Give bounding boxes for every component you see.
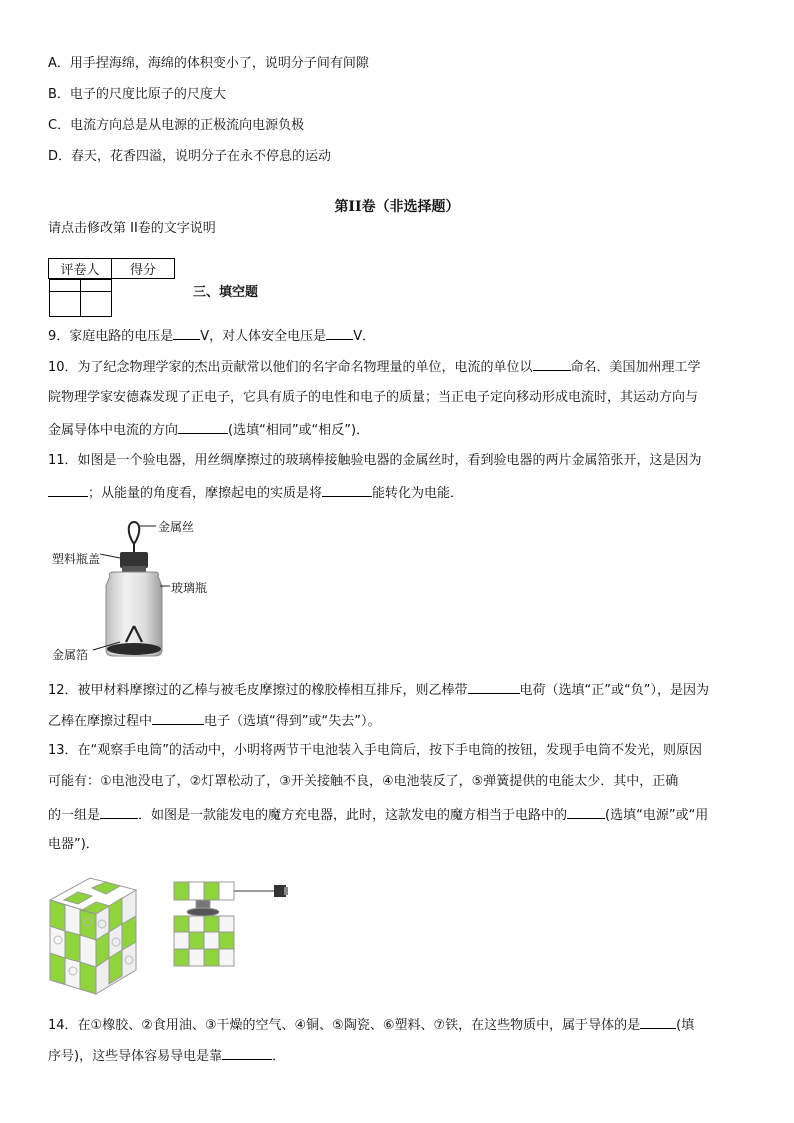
q14-blank-1[interactable]: [640, 1016, 676, 1029]
question-13-line-1: 13．在“观察手电筒”的活动中，小明将两节干电池装入手电筒后，按下手电筒的按钮，发现手电筒不发光，则原因: [48, 743, 703, 758]
option-c: C．电流方向总是从电源的正极流向电源负极: [48, 118, 305, 133]
label-plastic-cap: 塑料瓶盖: [52, 552, 101, 566]
question-14-line-2: [48, 1047, 285, 1065]
q10-text-1: 10．为了纪念物理学家的杰出贡献常以他们的名字命名物理量的单位，电流的单位以: [48, 360, 533, 375]
q10-text-4: (选填“相同”或“相反”)．: [228, 423, 370, 438]
q9-text-1: 9．家庭电路的电压是: [48, 329, 174, 344]
q9-text-3: V．: [353, 329, 376, 344]
cube-charger-figure: [46, 872, 296, 997]
q10-text-3: 金属导体中电流的方向: [48, 423, 179, 438]
q14-text-1: 14．在①橡胶、②食用油、③干燥的空气、④铜、⑤陶瓷、⑥塑料、⑦铁，在这些物质中，属于导体的是: [48, 1018, 641, 1033]
q11-blank-2[interactable]: [322, 484, 372, 497]
q10-text-2: 命名．美国加州理工学: [570, 360, 701, 375]
question-11-line-1: 11．如图是一个验电器，用丝绸摩擦过的玻璃棒接触验电器的金属丝时，看到验电器的两片金属箔张开，这是因为: [48, 453, 702, 468]
score-table-grader-header: 评卷人: [49, 259, 112, 279]
label-metal-foil: 金属箔: [52, 648, 89, 662]
question-9: [48, 327, 375, 345]
question-14-line-1: [48, 1016, 694, 1034]
electroscope-figure: [48, 514, 218, 664]
section-title: 第II卷（非选择题）: [334, 199, 460, 215]
q13-blank-2[interactable]: [567, 806, 605, 819]
q13-text-1: 的一组是: [48, 808, 101, 823]
q12-text-3: 乙棒在摩擦过程中: [48, 714, 153, 729]
q12-text-4: 电子（选填“得到”或“失去”）。: [204, 714, 381, 729]
question-10-line-1: [48, 358, 701, 376]
q14-text-3: 序号)，这些导体容易导电是靠: [48, 1049, 223, 1064]
q12-text-1: 12．被甲材料摩擦过的乙棒与被毛皮摩擦过的橡胶棒相互排斥，则乙棒带: [48, 683, 468, 698]
q14-text-4: ．: [272, 1049, 286, 1064]
q10-blank-1[interactable]: [533, 358, 571, 371]
question-10-line-2: 院物理学家安德森发现了正电子，它具有质子的电性和电子的质量；当正电子定向移动形成电流时，其运动方向与: [48, 390, 699, 405]
question-12-line-1: [48, 681, 709, 699]
question-13-line-2: 可能有：①电池没电了，②灯罩松动了，③开关接触不良，④电池装反了，⑤弹簧提供的电能太少．其中，正确: [48, 774, 679, 789]
part-title: 三、填空题: [193, 285, 259, 300]
q13-blank-1[interactable]: [100, 806, 138, 819]
option-b: B．电子的尺度比原子的尺度大: [48, 87, 226, 102]
score-table-score-cell[interactable]: [80, 280, 111, 317]
score-table-grader-cell[interactable]: [49, 280, 80, 317]
question-13-line-4: 电器”)．: [48, 837, 99, 852]
question-11-line-2: [48, 484, 463, 502]
option-a: A．用手捏海绵，海绵的体积变小了，说明分子间有间隙: [48, 56, 369, 71]
q13-text-3: (选填“电源”或“用: [605, 808, 709, 823]
q9-blank-2[interactable]: [326, 327, 353, 340]
q14-blank-2[interactable]: [222, 1047, 272, 1060]
q12-blank-1[interactable]: [468, 681, 520, 694]
q10-blank-2[interactable]: [178, 421, 228, 434]
q13-text-2: ．如图是一款能发电的魔方充电器，此时，这款发电的魔方相当于电路中的: [138, 808, 568, 823]
q12-blank-2[interactable]: [152, 712, 204, 725]
question-12-line-2: [48, 712, 380, 730]
label-glass-bottle: 玻璃瓶: [171, 581, 208, 595]
cube-charger-illustration: [46, 872, 296, 997]
q9-text-2: V，对人体安全电压是: [200, 329, 327, 344]
q11-text-2: 能转化为电能．: [372, 486, 464, 501]
q11-text-1: ；从能量的角度看，摩擦起电的实质是将: [88, 486, 323, 501]
score-table-score-header: 得分: [112, 259, 175, 279]
question-10-line-3: [48, 421, 369, 439]
q11-blank-1[interactable]: [48, 484, 88, 497]
q14-text-2: (填: [676, 1018, 695, 1033]
q9-blank-1[interactable]: [173, 327, 200, 340]
option-d: D．春天，花香四溢，说明分子在永不停息的运动: [48, 149, 332, 164]
label-metal-wire: 金属丝: [158, 520, 195, 534]
score-table: [48, 258, 175, 296]
question-13-line-3: [48, 806, 708, 824]
section-subtitle: 请点击修改第 II卷的文字说明: [48, 221, 216, 236]
q12-text-2: 电荷（选填“正”或“负”），是因为: [519, 683, 709, 698]
